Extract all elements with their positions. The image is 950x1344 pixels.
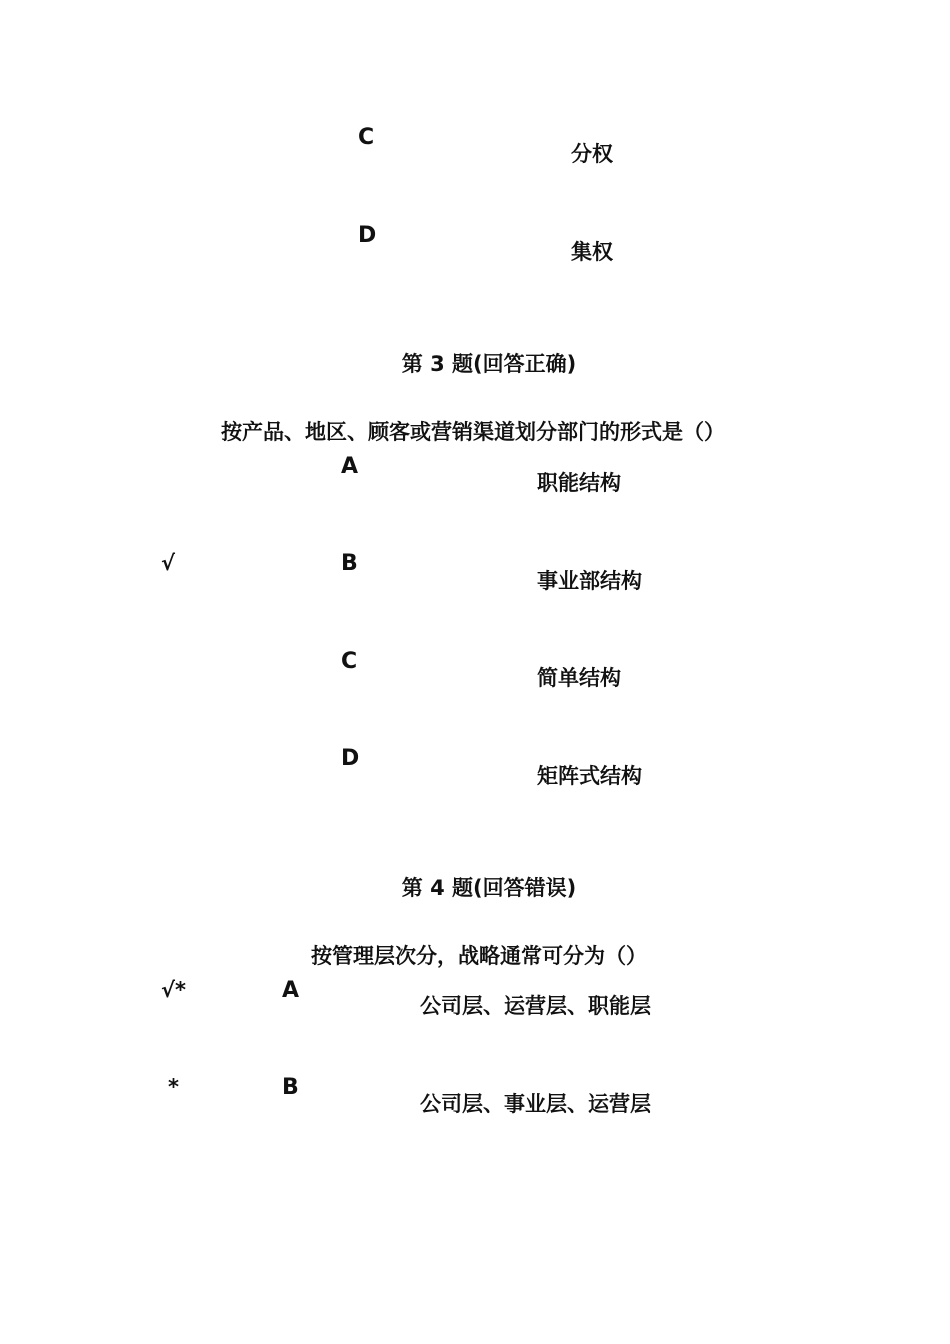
q3-option-b-text: 事业部结构: [537, 569, 642, 593]
q2-option-c-letter: C: [358, 125, 375, 150]
q4-title: 第 4 题(回答错误): [401, 876, 577, 900]
q3-option-c-text: 简单结构: [537, 666, 621, 690]
q3-option-a-letter: A: [341, 454, 359, 479]
q2-option-d-text: 集权: [571, 240, 613, 264]
q4-option-b-letter: B: [282, 1075, 299, 1100]
q2-option-c-text: 分权: [571, 142, 613, 166]
q3-option-b-mark: √: [161, 551, 176, 575]
q4-question: 按管理层次分，战略通常可分为（）: [311, 944, 647, 968]
q4-option-b-text: 公司层、事业层、运营层: [420, 1092, 651, 1116]
q3-option-a-text: 职能结构: [537, 471, 621, 495]
q3-option-c-letter: C: [341, 649, 358, 674]
q3-option-d-text: 矩阵式结构: [537, 764, 642, 788]
q3-option-d-letter: D: [341, 746, 360, 771]
q3-title: 第 3 题(回答正确): [401, 352, 577, 376]
q3-question: 按产品、地区、顾客或营销渠道划分部门的形式是（）: [221, 420, 725, 444]
q4-option-a-mark: √*: [161, 978, 186, 1002]
q4-option-a-text: 公司层、运营层、职能层: [420, 994, 651, 1018]
q2-option-d-letter: D: [358, 223, 377, 248]
q4-option-b-mark: *: [168, 1075, 179, 1099]
q3-option-b-letter: B: [341, 551, 358, 576]
q4-option-a-letter: A: [282, 978, 300, 1003]
